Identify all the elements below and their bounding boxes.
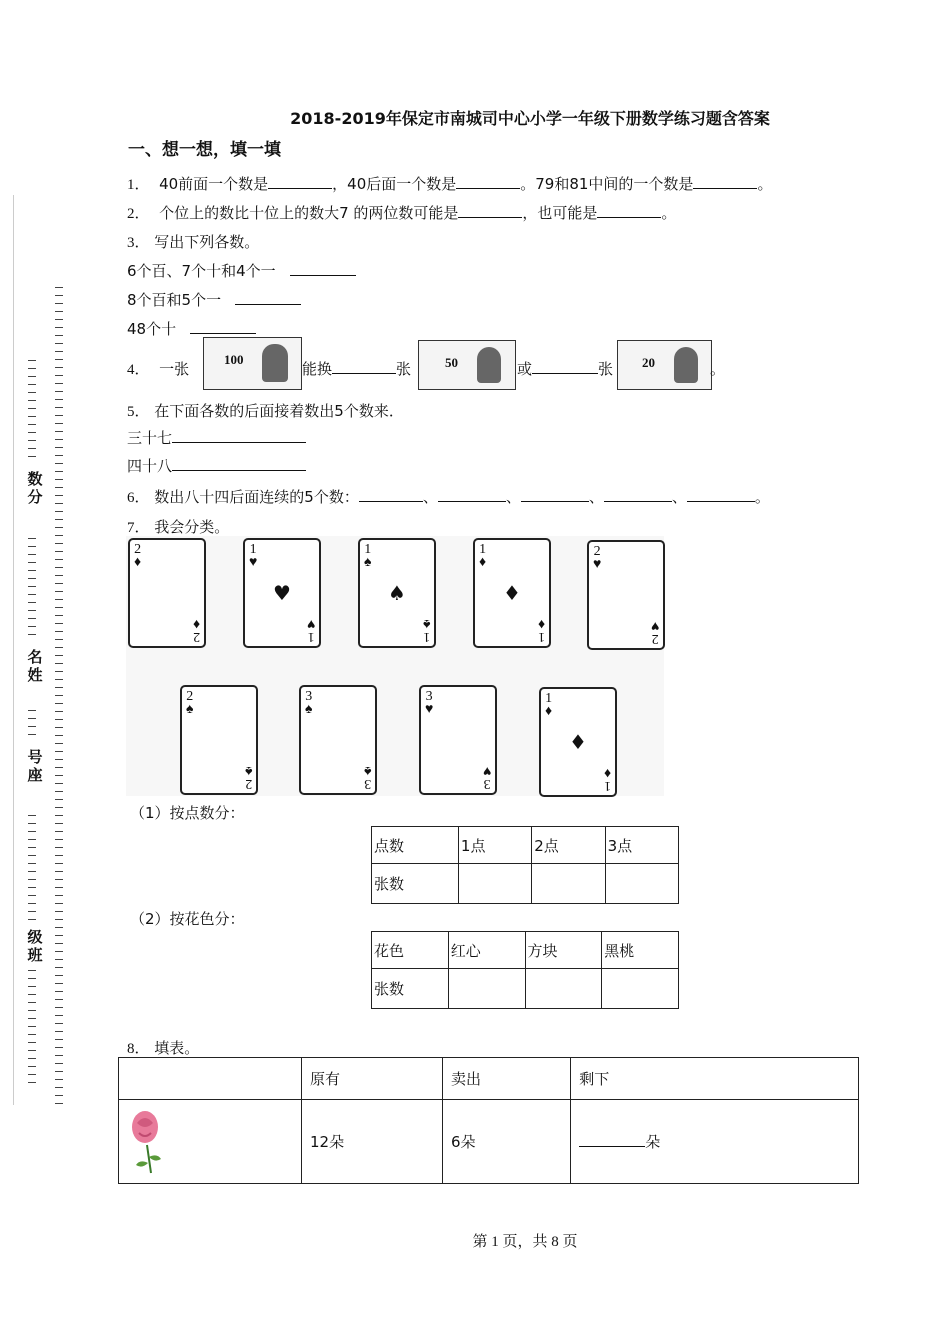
dash-mark — [28, 978, 36, 979]
dash-mark — [55, 743, 63, 744]
dash-mark — [55, 455, 63, 456]
dash-mark — [55, 1023, 63, 1024]
dash-mark — [28, 424, 36, 425]
dash-mark — [55, 647, 63, 648]
dash-mark — [55, 1015, 63, 1016]
dash-mark — [55, 471, 63, 472]
section-heading: 一、想一想，填一填 — [128, 140, 281, 160]
portrait-icon — [477, 347, 501, 383]
playing-card: 3 ♥ 3 ♥ — [419, 685, 497, 795]
dash-mark — [28, 1082, 36, 1083]
dash-mark — [55, 679, 63, 680]
question-3: 3． 写出下列各数。 — [127, 233, 260, 251]
answer-blank[interactable] — [332, 359, 396, 374]
question-4-cont-2: 或 张 — [517, 360, 614, 378]
dash-mark — [55, 367, 63, 368]
dash-mark — [55, 919, 63, 920]
dash-mark — [55, 495, 63, 496]
dash-mark — [55, 567, 63, 568]
dash-mark — [55, 759, 63, 760]
playing-card: 2 ♥ 2 ♥ — [587, 540, 665, 650]
question-8: 8． 填表。 — [127, 1039, 200, 1057]
playing-card: 2 ♠ 2 ♠ — [180, 685, 258, 795]
dash-mark — [28, 594, 36, 595]
dash-mark — [55, 543, 63, 544]
dash-mark — [55, 887, 63, 888]
dash-mark — [28, 1074, 36, 1075]
dash-mark — [28, 570, 36, 571]
dash-mark — [55, 951, 63, 952]
dash-mark — [55, 311, 63, 312]
dash-mark — [28, 432, 36, 433]
dash-mark — [55, 847, 63, 848]
dash-mark — [55, 343, 63, 344]
dash-mark — [55, 663, 63, 664]
dash-mark — [55, 991, 63, 992]
dash-mark — [55, 999, 63, 1000]
answer-blank[interactable] — [235, 290, 301, 305]
dash-mark — [55, 439, 63, 440]
playing-card: 1 ♠ ♠ 1 ♠ — [358, 538, 436, 648]
dash-mark — [28, 538, 36, 539]
dash-mark — [55, 911, 63, 912]
dash-mark — [28, 368, 36, 369]
dash-mark — [28, 376, 36, 377]
dash-mark — [28, 734, 36, 735]
question-5: 5． 在下面各数的后面接着数出5个数来． — [127, 402, 404, 420]
dash-mark — [55, 423, 63, 424]
dash-mark — [55, 1095, 63, 1096]
dash-mark — [55, 535, 63, 536]
dash-mark — [55, 903, 63, 904]
dash-mark — [55, 1087, 63, 1088]
dash-mark — [55, 959, 63, 960]
dash-mark — [55, 1039, 63, 1040]
answer-cell[interactable] — [605, 864, 678, 904]
dash-mark — [55, 327, 63, 328]
dash-mark — [55, 607, 63, 608]
question-2: 2． 个位上的数比十位上的数大7 的两位数可能是 ，也可能是 。 — [127, 204, 677, 222]
dash-mark — [28, 879, 36, 880]
dash-mark — [28, 602, 36, 603]
dash-mark — [28, 1066, 36, 1067]
question-3-line-1: 6个百、7个十和4个一 — [127, 260, 356, 281]
dash-mark — [28, 839, 36, 840]
dash-mark — [55, 1007, 63, 1008]
dash-mark — [28, 626, 36, 627]
dash-mark — [55, 351, 63, 352]
dash-mark — [55, 967, 63, 968]
dash-mark — [28, 578, 36, 579]
dash-mark — [55, 511, 63, 512]
answer-blank[interactable] — [458, 203, 522, 218]
dash-mark — [55, 631, 63, 632]
dash-mark — [55, 871, 63, 872]
answer-blank[interactable] — [604, 487, 672, 502]
dash-mark — [28, 546, 36, 547]
answer-blank[interactable] — [268, 174, 332, 189]
dash-mark — [28, 895, 36, 896]
dash-mark — [55, 695, 63, 696]
dash-mark — [55, 575, 63, 576]
dash-mark — [55, 671, 63, 672]
dash-mark — [55, 839, 63, 840]
dash-mark — [55, 639, 63, 640]
dash-mark — [28, 1058, 36, 1059]
dash-mark — [55, 791, 63, 792]
dash-mark — [28, 1026, 36, 1027]
answer-cell[interactable] — [448, 969, 525, 1009]
dash-mark — [28, 554, 36, 555]
dash-mark — [28, 1002, 36, 1003]
dash-mark — [55, 1063, 63, 1064]
dash-mark — [28, 726, 36, 727]
dash-mark — [55, 407, 63, 408]
answer-blank[interactable] — [438, 487, 506, 502]
dash-mark — [55, 655, 63, 656]
answer-blank[interactable] — [579, 1132, 645, 1147]
dash-mark — [28, 408, 36, 409]
dash-mark — [28, 1018, 36, 1019]
answer-blank[interactable] — [693, 174, 757, 189]
dash-mark — [28, 710, 36, 711]
page-title: 2018-2019年保定市南城司中心小学一年级下册数学练习题含答案 — [290, 109, 770, 128]
dash-mark — [55, 319, 63, 320]
dash-mark — [28, 986, 36, 987]
dash-mark — [55, 359, 63, 360]
dash-mark — [55, 391, 63, 392]
question-4-end: 。 — [710, 360, 726, 378]
dash-mark — [55, 703, 63, 704]
dash-mark — [55, 751, 63, 752]
dash-mark — [28, 1034, 36, 1035]
playing-card: 1 ♦ ♦ 1 ♦ — [473, 538, 551, 648]
dash-mark — [28, 456, 36, 457]
dash-mark — [55, 615, 63, 616]
dash-mark — [55, 719, 63, 720]
dash-mark — [55, 1071, 63, 1072]
dash-mark — [55, 399, 63, 400]
dash-mark — [55, 807, 63, 808]
sidebar-class-label: 级班 — [27, 928, 43, 964]
answer-cell[interactable] — [532, 864, 605, 904]
sidebar-score-label: 数分 — [27, 470, 43, 506]
dash-mark — [55, 687, 63, 688]
dash-mark — [55, 815, 63, 816]
dash-mark — [28, 610, 36, 611]
dash-mark — [28, 855, 36, 856]
dash-mark — [28, 970, 36, 971]
dash-mark — [55, 463, 63, 464]
portrait-icon — [674, 347, 698, 383]
dash-mark — [55, 863, 63, 864]
dash-mark — [28, 863, 36, 864]
dash-mark — [55, 1055, 63, 1056]
flower-image-cell — [119, 1100, 302, 1184]
suit-table: 花色 红心 方块 黑桃 张数 — [371, 931, 679, 1009]
fill-table: 原有 卖出 剩下 12朵 6朵 朵 — [118, 1057, 859, 1184]
dash-mark — [55, 855, 63, 856]
question-7: 7． 我会分类。 — [127, 518, 230, 536]
dash-mark — [55, 775, 63, 776]
playing-cards-image — [126, 536, 664, 796]
playing-card: 3 ♠ 3 ♠ — [299, 685, 377, 795]
sort-by-suit-label: （2）按花色分： — [130, 910, 245, 928]
banknote-20-image: 20 — [617, 340, 712, 390]
dash-mark — [55, 559, 63, 560]
answer-blank[interactable] — [532, 359, 598, 374]
dash-mark — [55, 335, 63, 336]
dash-mark — [28, 847, 36, 848]
dash-mark — [55, 1047, 63, 1048]
portrait-icon — [262, 344, 288, 382]
dash-mark — [55, 447, 63, 448]
sidebar-seat-label: 号座 — [27, 748, 43, 784]
dash-mark — [28, 384, 36, 385]
dash-mark — [55, 823, 63, 824]
dash-mark — [28, 718, 36, 719]
dash-mark — [28, 448, 36, 449]
rose-icon — [121, 1105, 173, 1175]
dash-mark — [55, 927, 63, 928]
dash-mark — [28, 1010, 36, 1011]
playing-card: 2 ♦ 2 ♦ — [128, 538, 206, 648]
margin-line — [13, 195, 14, 1105]
dash-mark — [55, 431, 63, 432]
question-5-line-1: 三十七 — [127, 427, 306, 448]
dash-mark — [28, 994, 36, 995]
answer-blank[interactable] — [456, 174, 520, 189]
answer-blank[interactable] — [172, 428, 306, 443]
dash-mark — [55, 711, 63, 712]
dash-mark — [55, 783, 63, 784]
answer-cell[interactable] — [602, 969, 679, 1009]
dash-mark — [55, 295, 63, 296]
points-table: 点数 1点 2点 3点 张数 — [371, 826, 679, 904]
dash-mark — [55, 287, 63, 288]
dash-mark — [55, 599, 63, 600]
answer-cell[interactable] — [525, 969, 602, 1009]
banknote-100-image: 100 — [203, 337, 302, 390]
dash-mark — [55, 727, 63, 728]
dash-mark — [55, 935, 63, 936]
dash-mark — [28, 562, 36, 563]
dash-mark — [55, 799, 63, 800]
dash-mark — [55, 583, 63, 584]
dash-mark — [28, 634, 36, 635]
dash-mark — [55, 879, 63, 880]
question-6: 6． 数出八十四后面连续的5个数： 、 、 、 、 。 — [127, 488, 770, 506]
dash-mark — [28, 392, 36, 393]
answer-blank[interactable] — [359, 487, 423, 502]
dash-mark — [55, 943, 63, 944]
dash-mark — [28, 618, 36, 619]
answer-cell[interactable] — [458, 864, 531, 904]
dash-mark — [55, 519, 63, 520]
sort-by-points-label: （1）按点数分： — [130, 804, 245, 822]
dash-mark — [28, 1050, 36, 1051]
dash-mark — [28, 416, 36, 417]
dash-mark — [55, 383, 63, 384]
dash-mark — [28, 823, 36, 824]
dash-mark — [55, 503, 63, 504]
page-footer: 第 1 页，共 8 页 — [472, 1234, 578, 1250]
dash-mark — [55, 1031, 63, 1032]
answer-blank[interactable] — [521, 487, 589, 502]
dash-mark — [55, 527, 63, 528]
dash-mark — [55, 767, 63, 768]
question-3-line-2: 8个百和5个一 — [127, 289, 301, 310]
dash-mark — [55, 983, 63, 984]
answer-blank[interactable] — [190, 319, 256, 334]
question-4: 4． 一张 — [127, 360, 190, 378]
dash-mark — [55, 1103, 63, 1104]
dash-mark — [28, 1042, 36, 1043]
dash-mark — [55, 895, 63, 896]
question-1: 1． 40前面一个数是 ，40后面一个数是 。79和81中间的一个数是 。 — [127, 175, 773, 193]
answer-blank[interactable] — [290, 261, 356, 276]
dash-mark — [28, 360, 36, 361]
banknote-50-image: 50 — [418, 340, 516, 390]
dash-mark — [28, 903, 36, 904]
dash-mark — [28, 400, 36, 401]
dash-mark — [55, 975, 63, 976]
dash-mark — [55, 375, 63, 376]
dash-mark — [28, 440, 36, 441]
answer-blank[interactable] — [597, 203, 661, 218]
dash-mark — [28, 831, 36, 832]
question-3-line-3: 48个十 — [127, 318, 256, 339]
question-5-line-2: 四十八 — [127, 455, 306, 476]
dash-mark — [55, 479, 63, 480]
dash-mark — [55, 1079, 63, 1080]
dash-mark — [55, 623, 63, 624]
dash-mark — [28, 586, 36, 587]
dash-mark — [28, 887, 36, 888]
answer-blank[interactable] — [172, 456, 306, 471]
dash-mark — [28, 911, 36, 912]
question-4-cont: 能换 张 — [302, 360, 412, 378]
dash-mark — [28, 919, 36, 920]
dash-mark — [55, 551, 63, 552]
dash-mark — [55, 415, 63, 416]
dash-mark — [28, 815, 36, 816]
dash-mark — [55, 591, 63, 592]
playing-card: 1 ♦ ♦ 1 ♦ — [539, 687, 617, 797]
sidebar-name-label: 名姓 — [27, 648, 43, 684]
dash-mark — [55, 735, 63, 736]
dash-mark — [55, 831, 63, 832]
playing-card: 1 ♥ ♥ 1 ♥ — [243, 538, 321, 648]
answer-blank[interactable] — [687, 487, 755, 502]
dash-mark — [55, 303, 63, 304]
dash-mark — [55, 487, 63, 488]
dash-mark — [28, 871, 36, 872]
remaining-cell: 朵 — [571, 1100, 859, 1184]
